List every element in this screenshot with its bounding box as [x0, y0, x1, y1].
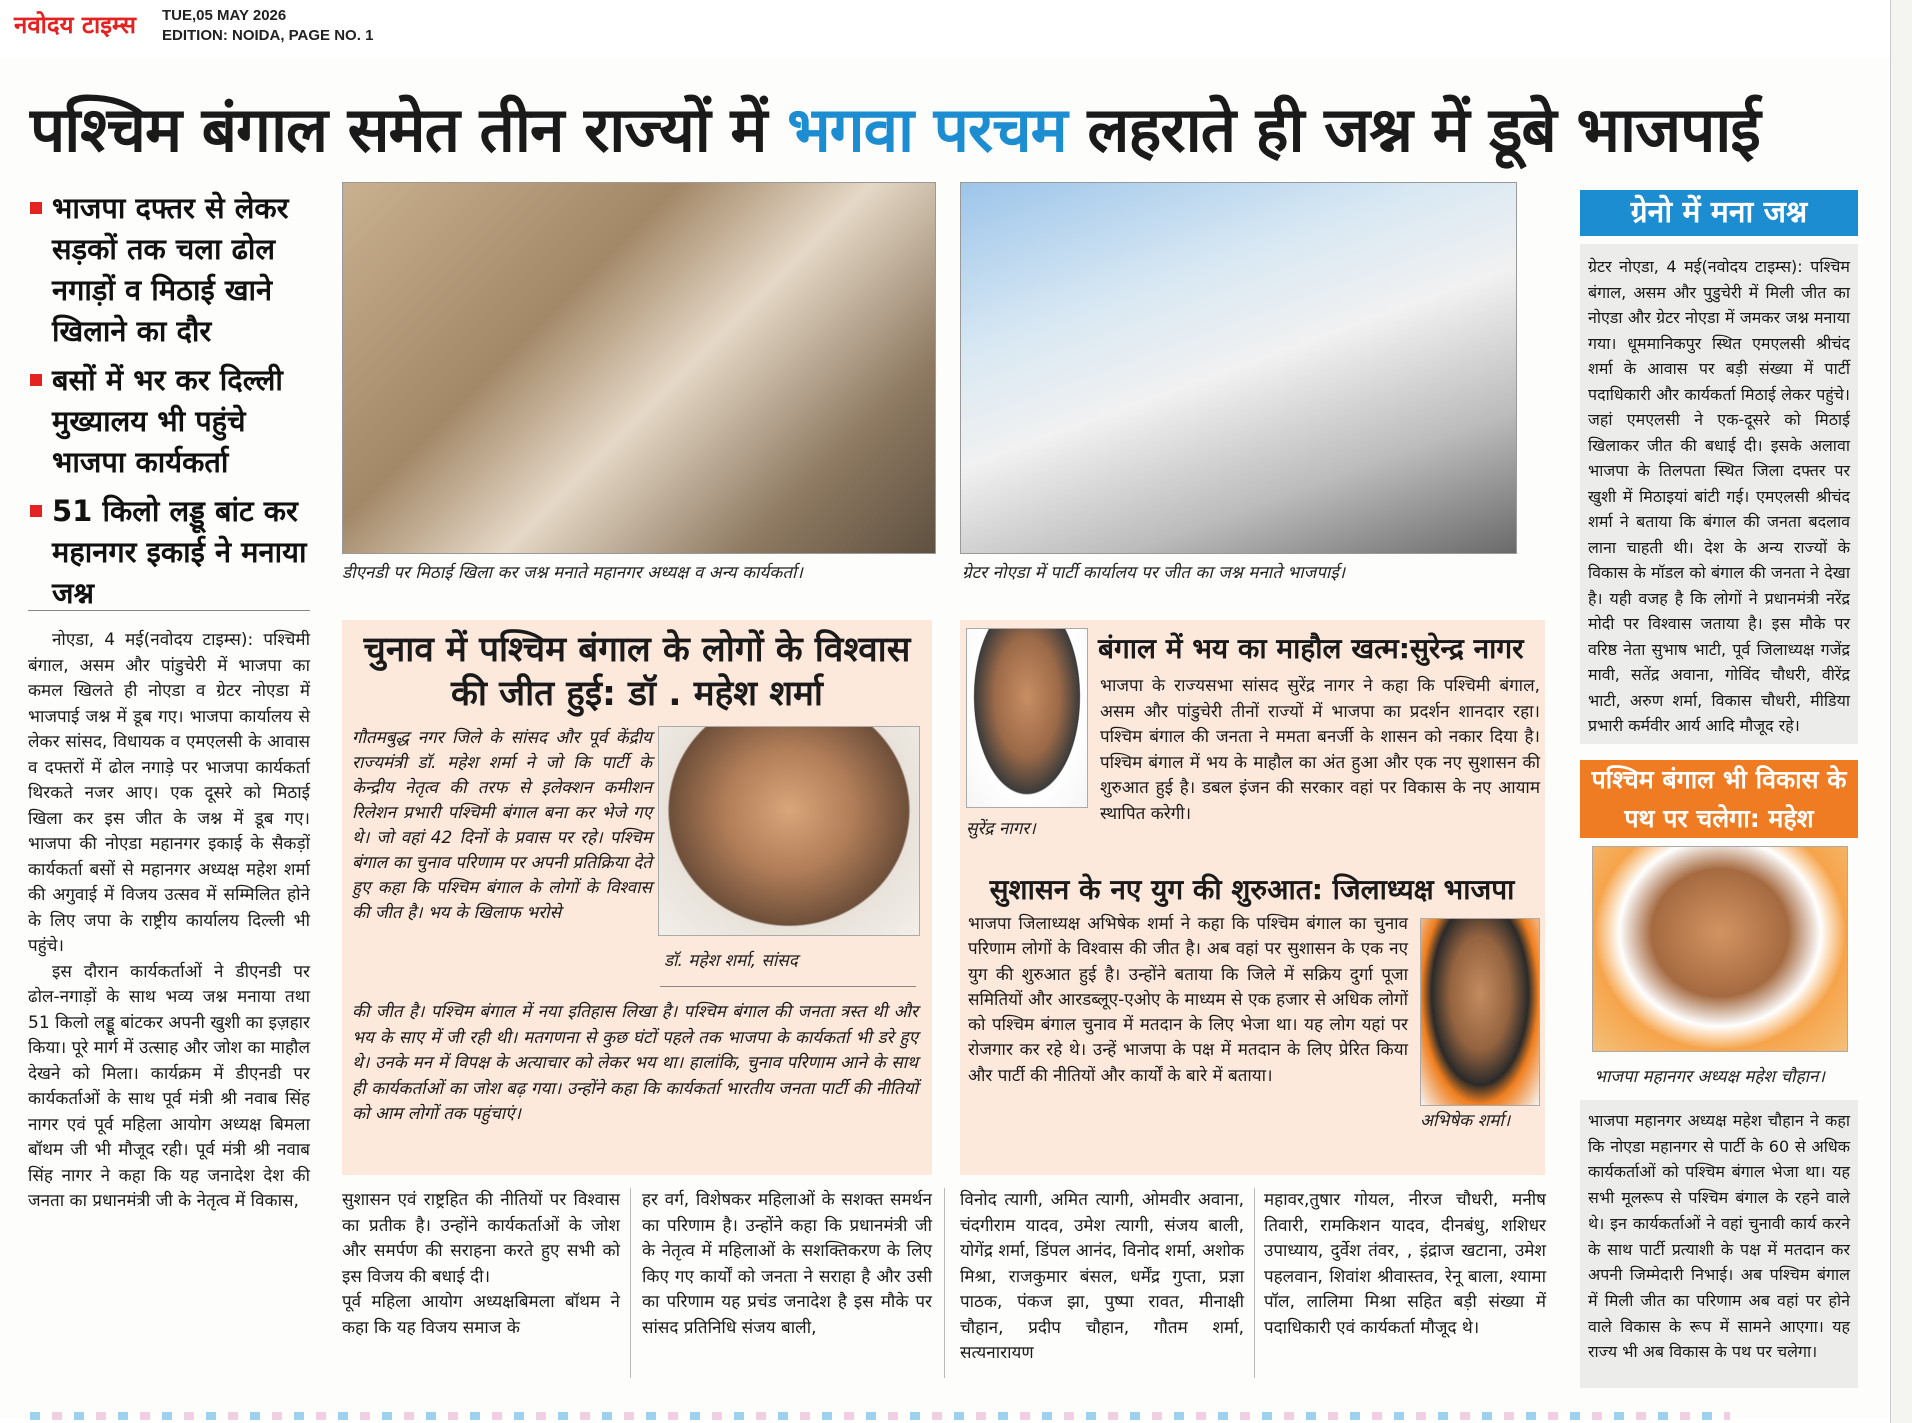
- abhishek-photo-caption: अभिषेक शर्मा।: [1420, 1111, 1511, 1131]
- edition-info: [162, 6, 373, 46]
- column-divider: [944, 1188, 945, 1378]
- nagar-photo-caption: सुरेंद्र नागर।: [966, 819, 1036, 839]
- column-divider: [1254, 1188, 1255, 1378]
- page-header: [0, 0, 1912, 59]
- abhishek-article-body: भाजपा जिलाध्यक्ष अभिषेक शर्मा ने कहा कि पश्चिम बंगाल का चुनाव परिणाम लोगों के विश्वास की जीत है। अब वहां पर सुशासन के एक नए युग की शुरुआत हुई है। उन्होंने बताया कि जिले में सक्रिय दुर्गा पूजा समितियों और आरडब्लूए-एओए के माध्यम से एक हजार से अधिक लोगों को पश्चिम बंगाल चुनाव में मतदान के लिए भेजा था। यह लोग यहां पर रोजगार कर रहे थे। उन्हें भाजपा के पक्ष में मतदान के लिए प्रेरित किया और पार्टी की नीतियों और कार्यों के बारे में बताया।: [968, 914, 1408, 1086]
- sharma-article-body: की जीत है। पश्चिम बंगाल में नया इतिहास लिखा है। पश्चिम बंगाल की जनता त्रस्त थी और भय के साए में जी रही थी। मतगणना से कुछ घंटों पहले तक भाजपा के कार्यकर्ता भी डरे हुए थे। उनके मन में विपक्ष के अत्याचार को लेकर भय था। हालांकि, चुनाव परिणाम आने के साथ ही कार्यकर्ताओं का जोश बढ़ गया। उन्होंने कहा कि कार्यकर्ता भारतीय जनता पार्टी की नीतियों को आम लोगों तक पहुंचाएं।: [352, 1002, 918, 1124]
- headline-bullets: [30, 188, 320, 622]
- greater-noida-celebration-photo[interactable]: [960, 182, 1517, 554]
- chauhan-article-body: भाजपा महानगर अध्यक्ष महेश चौहान ने कहा कि नोएडा महानगर से पार्टी के 60 से अधिक कार्यकर्ताओं को पश्चिम बंगाल भेजा था। यह सभी मूलरूप से पश्चिम बंगाल के रहने वाले थे। इन कार्यकर्ताओं ने वहां चुनावी कार्य करने के साथ पार्टी प्रत्याशी के पक्ष में मतदान कर अपनी जिम्मेदारी निभाई। अब पश्चिम बंगाल में मिली जीत का परिणाम अब वहां पर होने वाले विकास के रूप में सामने आएगा। यह राज्य भी अब विकास के पथ पर चलेगा।: [1588, 1111, 1850, 1362]
- left-article: [28, 628, 310, 1215]
- bullet-item: 51 किलो लड्डू बांट कर महानगर इकाई ने मनाया जश्न: [30, 491, 320, 614]
- dnd-celebration-photo[interactable]: [342, 182, 936, 554]
- red-square-icon: [30, 202, 42, 214]
- bottom-col-4: महावर,तुषार गोयल, नीरज चौधरी, मनीष तिवारी, रामकिशन यादव, दीनबंधु, शशिधर उपाध्याय, दुर्वेश तंवर, , इंद्राज खटाना, उमेश पहलवान, शिवांश श्रीवास्तव, रेनू बाला, श्यामा पॉल, लालिमा मिश्रा सहित बड़ी संख्या में पदाधिकारी एवं कार्यकर्ता मौजूद थे।: [1264, 1190, 1546, 1338]
- bullet-item: भाजपा दफ्तर से लेकर सड़कों तक चला ढोल नगाड़ों व मिठाई खाने खिलाने का दौर: [30, 188, 320, 352]
- newspaper-logo[interactable]: नवोदय टाइम्स: [14, 11, 137, 39]
- adjacent-page-edge: [1890, 0, 1912, 1423]
- photo-caption-greater-noida: ग्रेटर नोएडा में पार्टी कार्यालय पर जीत का जश्न मनाते भाजपाई।: [962, 563, 1346, 583]
- bullet-item: बसों में भर कर दिल्ली मुख्यालय भी पहुंचे भाजपा कार्यकर्ता: [30, 360, 320, 483]
- chauhan-article-title: पश्चिम बंगाल भी विकास के पथ पर चलेगा: महेश: [1580, 760, 1858, 838]
- red-square-icon: [30, 505, 42, 517]
- mahesh-sharma-photo[interactable]: [658, 726, 920, 936]
- mahesh-chauhan-photo[interactable]: [1592, 846, 1848, 1052]
- headline-highlight: भगवा परचम: [787, 93, 1067, 166]
- headline-part1: पश्चिम बंगाल समेत तीन राज्यों में: [30, 93, 788, 166]
- nagar-article-title: बंगाल में भय का माहौल खत्म:सुरेन्द्र नागर: [1098, 632, 1524, 665]
- nagar-article-body: भाजपा के राज्यसभा सांसद सुरेंद्र नागर ने कहा कि पश्चिमी बंगाल, असम और पांडुचेरी तीनों राज्यों में भाजपा का प्रदर्शन शानदार रहा। पश्चिम बंगाल की जनता ने ममता बनर्जी के शासन को नकार दिया है। पश्चिम बंगाल में भय के माहौल का अंत हुआ और एक नए सुशासन की शुरुआत हुई है। डबल इंजन की सरकार वहां पर विकास के नए आयाम स्थापित करेगी।: [1100, 676, 1540, 824]
- main-headline: [30, 92, 1870, 168]
- sharma-photo-caption: डॉ. महेश शर्मा, सांसद: [664, 951, 798, 971]
- photo-caption-dnd: डीएनडी पर मिठाई खिला कर जश्न मनाते महानगर अध्यक्ष व अन्य कार्यकर्ता।: [342, 563, 803, 583]
- left-article-para1: नोएडा, 4 मई(नवोदय टाइम्स): पश्चिमी बंगाल, असम और पांडुचेरी में भाजपा का कमल खिलते ही नोएडा व ग्रेटर नोएडा में भाजपाई जश्न में डूब गए। भाजपा कार्यालय से लेकर सांसद, विधायक व एमएलसी के आवास व दफ्तरों में ढोल नगाड़े पर भाजपा कार्यकर्ता थिरकते नजर आए। एक दूसरे को मिठाई खिला कर इस जीत के जश्न में डूब गए। भाजपा की नोएडा महानगर इकाई के सैकड़ों कार्यकर्ता बसों से महानगर अध्यक्ष महेश शर्मा की अगुवाई में विजय उत्सव में सम्मिलित होने के लिए जपा के राष्ट्रीय कार्यालय दिल्ली भी पहुंचे।: [28, 630, 310, 956]
- greno-article-body: ग्रेटर नोएडा, 4 मई(नवोदय टाइम्स): पश्चिम बंगाल, असम और पुडुचेरी में मिली जीत का नोएडा और ग्रेटर नोएडा में जमकर जश्न मनाया गया। धूममानिकपुर स्थित एमएलसी श्रीचंद शर्मा के आवास पर बड़ी संख्या में पार्टी पदाधिकारी और कार्यकर्ता मिठाई लेकर पहुंचे। जहां एमएलसी ने एक-दूसरे को मिठाई खिलाकर जीत की बधाई दी। इसके अलावा भाजपा के तिलपता स्थित जिला दफ्तर पर खुशी में मिठाइयां बांटी गई। एमएलसी श्रीचंद शर्मा ने बताया कि बंगाल की जनता बदलाव लाना चाहती थी। देश के अन्य राज्यों के विकास के मॉडल को बंगाल की जनता ने देखा है। यही वजह है कि लोगों ने प्रधानमंत्री नरेंद्र मोदी पर विश्वास जताया है। इस मौके पर वरिष्ठ नेता सुभाष भाटी, पूर्व जिलाध्यक्ष गजेंद्र मावी, सतेंद्र अवाना, गोविंद चौधरी, वीरेंद्र भाटी, अरुण शर्मा, विकास चौधरी, मीडिया प्रभारी कर्मवीर आर्य आदि मौजूद रहे।: [1588, 257, 1850, 735]
- greno-article-title: ग्रेनो में मना जश्न: [1580, 190, 1858, 236]
- surendra-nagar-photo[interactable]: [966, 628, 1088, 808]
- bottom-col-3: विनोद त्यागी, अमित त्यागी, ओमवीर अवाना, चंदगीराम यादव, उमेश त्यागी, संजय बाली, योगेंद्र शर्मा, डिंपल आनंद, विनोद शर्मा, अशोक मिश्रा, राजकुमार बंसल, धर्मेंद्र गुप्ता, प्रज्ञा पाठक, पंकज झा, पुष्पा रावत, मीनाक्षी चौहान, प्रदीप चौहान, गौतम शर्मा, सत्यनारायण: [960, 1190, 1244, 1363]
- divider: [660, 986, 916, 987]
- left-article-para2: इस दौरान कार्यकर्ताओं ने डीएनडी पर ढोल-नगाड़ों के साथ भव्य जश्न मनाया तथा 51 किलो लड्डू बांटकर अपनी खुशी का इज़हार किया। पूरे मार्ग में उत्साह और जोश का माहौल देखने को मिला। कार्यक्रम में डीएनडी पर कार्यकर्ताओं के साथ पूर्व मंत्री श्री नवाब सिंह नागर एवं पूर्व महिला आयोग अध्यक्ष बिमला बॉथम जी भी मौजूद रही। पूर्व मंत्री श्री नवाब सिंह नागर ने कहा कि यह जनादेश देश की जनता का प्रधानमंत्री जी के नेतृत्व में विकास,: [28, 961, 310, 1211]
- abhishek-sharma-photo[interactable]: [1420, 918, 1540, 1106]
- sharma-article-title: चुनाव में पश्चिम बंगाल के लोगों के विश्वास की जीत हुई: डॉ . महेश शर्मा: [363, 630, 911, 714]
- bottom-col-2: हर वर्ग, विशेषकर महिलाओं के सशक्त समर्थन का परिणाम है। उन्होंने कहा कि प्रधानमंत्री जी के नेतृत्व में महिलाओं के सशक्तिकरण के लिए किए गए कार्यों को जनता ने सराहा है और उसी का परिणाम यह प्रचंड जनादेश है इस मौके पर सांसद प्रतिनिधि संजय बाली,: [642, 1190, 932, 1338]
- divider: [28, 610, 310, 611]
- issue-date: TUE,05 MAY 2026: [162, 7, 287, 24]
- chauhan-photo-caption: भाजपा महानगर अध्यक्ष महेश चौहान।: [1594, 1067, 1825, 1087]
- abhishek-article-title: सुशासन के नए युग की शुरुआत: जिलाध्यक्ष भाजपा: [989, 873, 1515, 906]
- headline-part2: लहराते ही जश्न में डूबे भाजपाई: [1066, 93, 1760, 166]
- column-divider: [630, 1188, 631, 1378]
- sharma-article-intro: गौतमबुद्ध नगर जिले के सांसद और पूर्व केंद्रीय राज्यमंत्री डॉ. महेश शर्मा ने जो कि पार्टी के केन्द्रीय नेतृत्व की तरफ से इलेक्शन कमीशन रिलेशन प्रभारी पश्चिमी बंगाल बना कर भेजे गए थे। जो वहां 42 दिनों के प्रवास पर रहे। पश्चिम बंगाल का चुनाव परिणाम पर अपनी प्रतिक्रिया देते हुए कहा कि पश्चिम बंगाल के लोगों के विश्वास की जीत है। भय के खिलाफ भरोसे: [352, 728, 652, 923]
- red-square-icon: [30, 374, 42, 386]
- edition-label: EDITION: NOIDA, PAGE NO. 1: [162, 27, 374, 44]
- bottom-col-1: सुशासन एवं राष्ट्रहित की नीतियों पर विश्वास का प्रतीक है। उन्होंने कार्यकर्ताओं के जोश और समर्पण की सराहना करते हुए सभी को इस विजय की बधाई दी। पूर्व महिला आयोग अध्यक्षबिमला बॉथम ने कहा कि यह विजय समाज के: [342, 1190, 620, 1338]
- print-registration-marks: [30, 1412, 1730, 1420]
